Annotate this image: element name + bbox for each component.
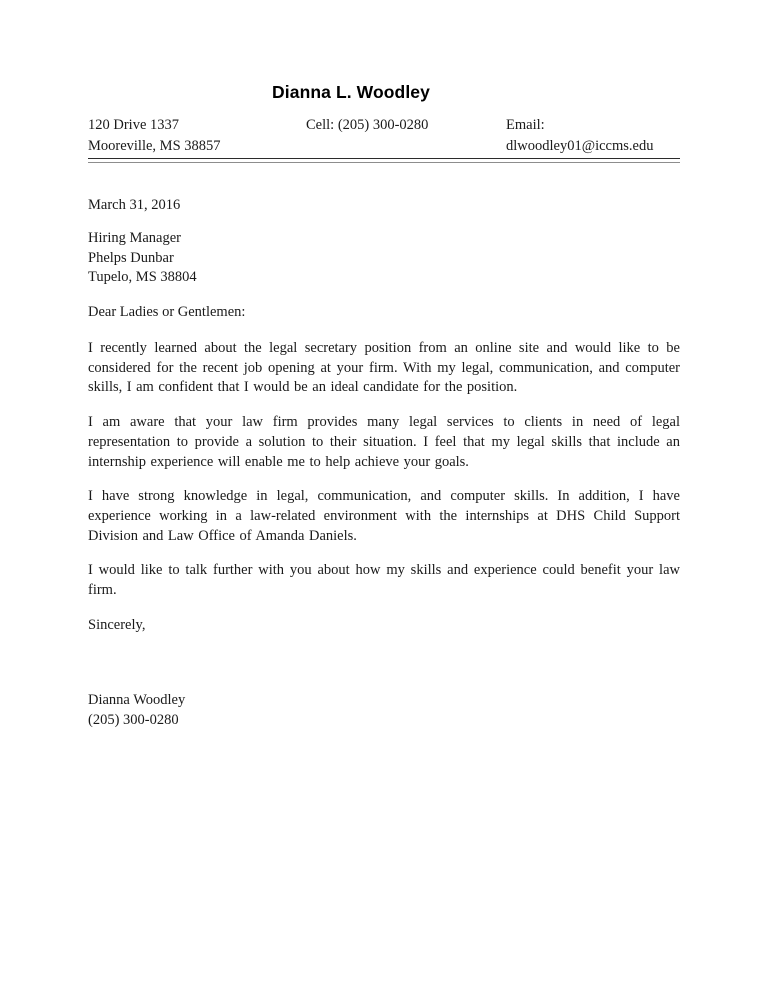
recipient-line-2: Phelps Dunbar bbox=[88, 249, 174, 266]
letterhead bbox=[88, 0, 680, 157]
signature-block bbox=[88, 691, 680, 730]
salutation: Dear Ladies or Gentlemen: bbox=[88, 303, 246, 320]
contact-phone: Cell: (205) 300-0280 bbox=[306, 117, 429, 133]
letter-date: March 31, 2016 bbox=[88, 197, 181, 214]
body-paragraph-4: I would like to talk further with you about how my skills and experience could benefit your law firm. bbox=[88, 562, 680, 599]
contact-email: Email: dlwoodley01@iccms.edu bbox=[506, 117, 654, 155]
letterhead-divider bbox=[88, 158, 680, 163]
letterhead-contact-row bbox=[88, 115, 680, 157]
recipient-line-3: Tupelo, MS 38804 bbox=[88, 269, 197, 286]
body-paragraph-2: I am aware that your law firm provides many legal services to clients in need of legal representation to provide a solution to their situation. I feel that my legal skills that include an internship experience will enable me to help achieve your goals. bbox=[88, 414, 680, 470]
signature-phone: (205) 300-0280 bbox=[88, 711, 179, 728]
recipient-line-1: Hiring Manager bbox=[88, 230, 182, 247]
closing-line: Sincerely, bbox=[88, 616, 146, 633]
signature-name: Dianna Woodley bbox=[88, 692, 186, 708]
recipient-block bbox=[88, 229, 680, 288]
document-content bbox=[88, 0, 680, 730]
letterhead-address bbox=[88, 115, 306, 157]
letter-body bbox=[88, 196, 680, 730]
address-street: 120 Drive 1337 bbox=[88, 117, 180, 133]
page-title: Dianna L. Woodley bbox=[272, 82, 430, 102]
body-paragraph-1: I recently learned about the legal secretary position from an online site and would like to be considered for the recent job opening at your firm. With my legal, communication, and computer skills, I am confident that I would be an ideal candidate for the position. bbox=[88, 339, 680, 396]
address-city-state-zip: Mooreville, MS 38857 bbox=[88, 138, 221, 155]
body-paragraph-3: I have strong knowledge in legal, communication, and computer skills. In addition, I have experience working in a law-related environment with the internships at DHS Child Support Division and Law Office of Amanda Daniels. bbox=[88, 488, 680, 544]
